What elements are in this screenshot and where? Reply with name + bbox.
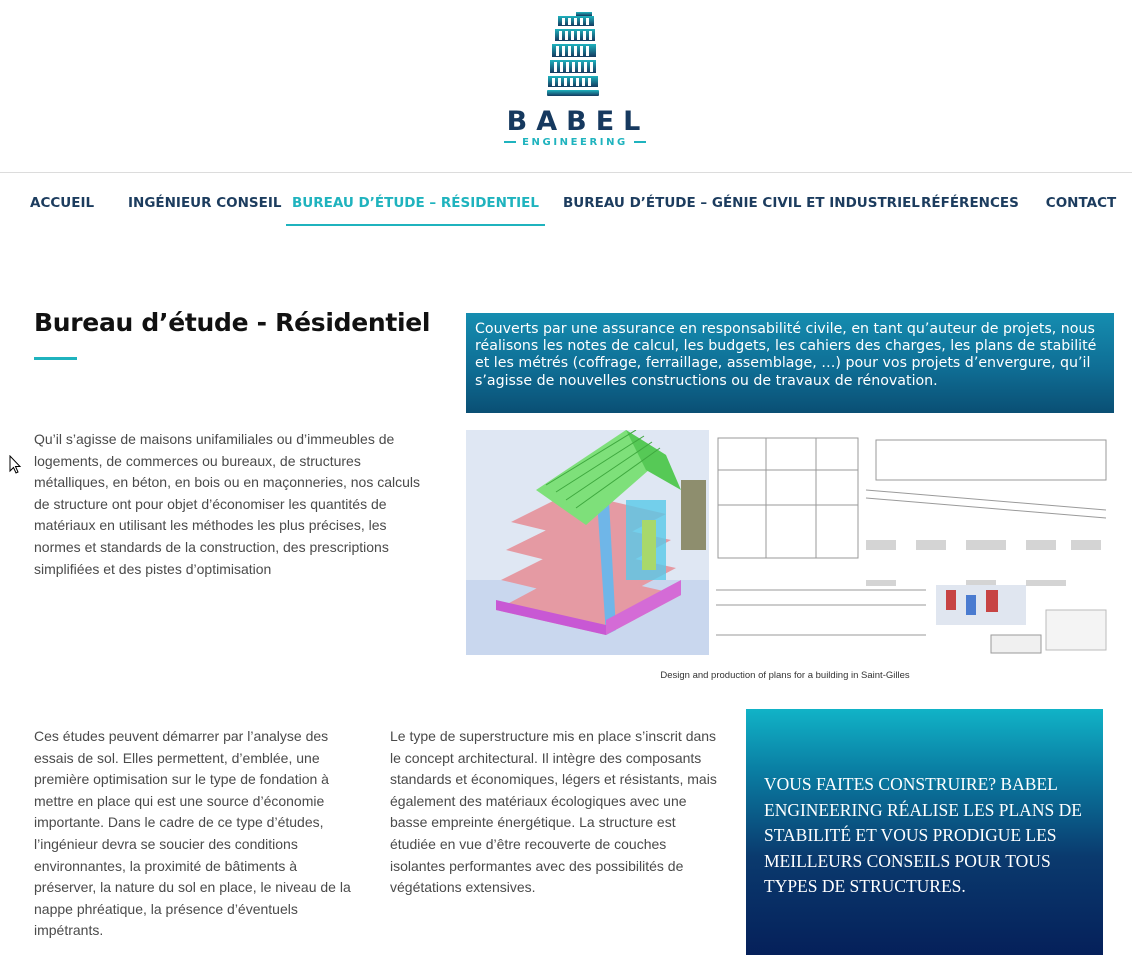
image-caption: Design and production of plans for a building in Saint-Gilles (660, 670, 910, 681)
site-logo[interactable] (500, 10, 650, 152)
nav-item-bureau-residentiel[interactable]: BUREAU D’ÉTUDE – RÉSIDENTIEL (286, 188, 545, 226)
logo-tagline-text: ENGINEERING (522, 137, 628, 148)
nav-item-ingenieur-conseil[interactable]: INGÉNIEUR CONSEIL (128, 195, 282, 211)
nav-item-contact[interactable]: CONTACT (1045, 195, 1117, 211)
building-3d-model-image (466, 430, 1114, 655)
site-header (0, 0, 1132, 173)
nav-item-references[interactable]: RÉFÉRENCES (921, 195, 1019, 211)
nav-item-accueil[interactable]: ACCUEIL (30, 195, 95, 211)
residential-description: Qu’il s’agisse de maisons unifamiliales ou d’immeubles de logements, de commerces ou bureaux, de structures métalliques, en béton, en bois ou en maçonneries, nos calculs de structure ont pour objet d’économiser les quantités de matériaux en utilisant les méthodes les plus précises, les normes et standards de la construction, des prescriptions simplifiées et des pistes d’optimisation (34, 431, 421, 577)
logo-wordmark: BABEL (506, 106, 650, 137)
intro-box (466, 313, 1114, 413)
title-underline (34, 357, 77, 360)
mouse-cursor-icon (9, 455, 23, 475)
project-image (466, 430, 1114, 655)
superstructure-text: Le type de superstructure mis en place s’inscrit dans le concept architectural. Il intègre des composants standards et économiques, légers et résistants, mais également des matériaux écologiques avec une basse empreinte énergétique. La structure est étudiée en vue d’être recouverte de couches isolantes performantes avec des possibilités de végétations extensives. (390, 728, 717, 896)
intro-text: Couverts par une assurance en responsabilité civile, en tant qu’auteur de projets, nous réalisons les notes de calcul, les budgets, les cahiers des charges, les plans de stabilité et les métrés (coffrage, ferraillage, assemblage, …) pour vos projets d’envergure, qu’il s’agisse de nouvelles constructions ou de travaux de rénovation. (475, 321, 1097, 389)
logo-tagline (500, 137, 650, 148)
tower-of-babel-icon (500, 10, 650, 104)
cta-box (746, 709, 1103, 955)
soil-study-text: Ces études peuvent démarrer par l’analyse des essais de sol. Elles permettent, d’emblée, une première optimisation sur le type de fondation à mettre en place qui est une source d’économie importante. Dans le cadre de ce type d’études, l’ingénieur devra se soucier des conditions environnantes, la proximité de bâtiments à préserver, la nature du sol en place, le niveau de la nappe phréatique, la présence d’éventuels impétrants. (34, 728, 351, 939)
page-title: Bureau d’étude - Résidentiel (34, 308, 431, 337)
cta-text: VOUS FAITES CONSTRUIRE? BABEL ENGINEERING RÉALISE LES PLANS DE STABILITÉ ET VOUS PRODIGUE LES MEILLEURS CONSEILS POUR TOUS TYPES DE STRUCTURES. (764, 774, 1082, 896)
nav-item-bureau-genie-civil[interactable]: BUREAU D’ÉTUDE – GÉNIE CIVIL ET INDUSTRIEL (563, 195, 920, 211)
main-nav (0, 188, 1132, 228)
